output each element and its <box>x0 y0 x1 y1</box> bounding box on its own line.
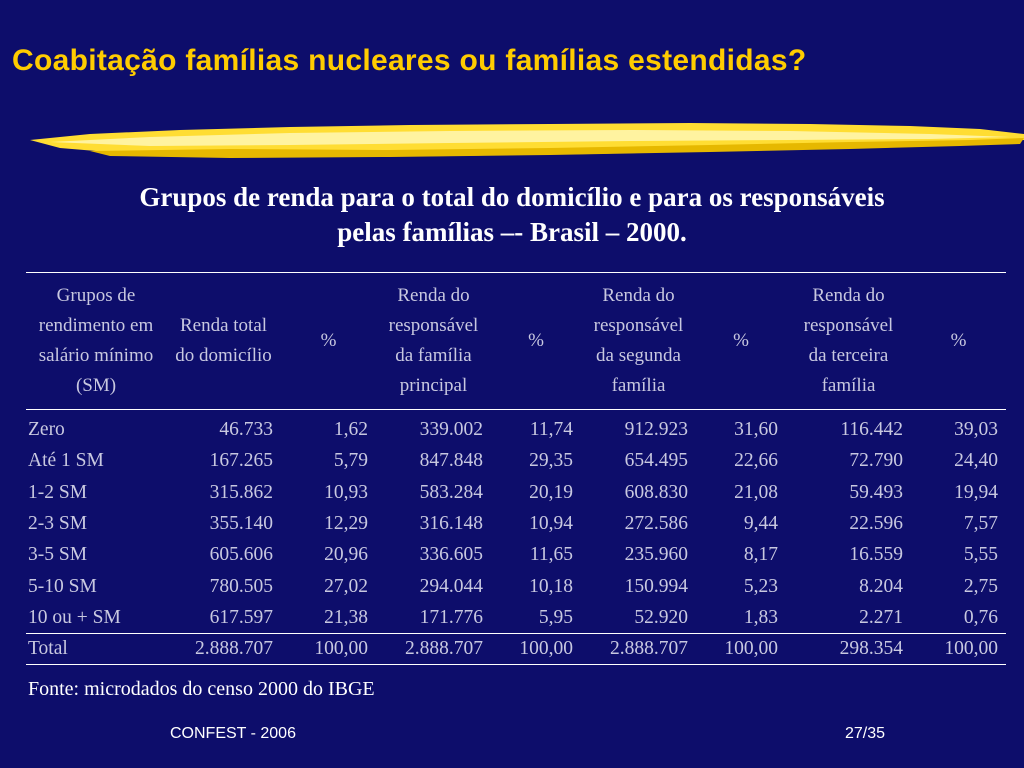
income-table <box>26 272 1006 665</box>
column-header <box>26 273 166 410</box>
income-table-container <box>26 272 1006 665</box>
total-cell: 100,00 <box>314 638 368 660</box>
column-header <box>696 273 786 410</box>
row-label: 5-10 SM <box>28 575 97 597</box>
table-row <box>26 410 1006 446</box>
table-cell: 912.923 <box>624 419 688 441</box>
column-header-line: % <box>528 330 544 351</box>
table-row <box>26 445 1006 476</box>
total-cell: 298.354 <box>839 638 903 660</box>
table-cell: 27,02 <box>324 575 368 597</box>
table-cell: 19,94 <box>954 481 998 503</box>
table-cell: 21,08 <box>734 481 778 503</box>
table-row <box>26 539 1006 570</box>
table-cell: 316.148 <box>419 513 483 535</box>
table-row <box>26 508 1006 539</box>
column-header-line: principal <box>399 375 468 396</box>
row-label: 3-5 SM <box>28 544 88 566</box>
table-cell: 22.596 <box>849 513 903 535</box>
table-cell: 608.830 <box>624 481 688 503</box>
table-cell: 583.284 <box>419 481 483 503</box>
table-cell: 22,66 <box>734 450 778 472</box>
table-cell: 8,17 <box>743 544 778 566</box>
table-cell: 272.586 <box>624 513 688 535</box>
column-header-line: % <box>733 330 749 351</box>
table-cell: 16.559 <box>849 544 903 566</box>
table-cell: 171.776 <box>419 606 483 628</box>
table-cell: 52.920 <box>634 606 688 628</box>
table-cell: 315.862 <box>209 481 273 503</box>
table-cell: 39,03 <box>954 419 998 441</box>
column-header <box>166 273 281 410</box>
page-number: 27/35 <box>845 725 886 742</box>
total-cell: 100,00 <box>944 638 998 660</box>
column-header <box>491 273 581 410</box>
table-cell: 150.994 <box>624 575 688 597</box>
table-cell: 780.505 <box>209 575 273 597</box>
column-header-line: Renda total <box>179 315 268 336</box>
table-cell: 11,65 <box>529 544 573 566</box>
column-header-line: Renda do <box>602 285 675 306</box>
table-row <box>26 602 1006 634</box>
slide-title: Coabitação famílias nucleares ou famílias estendidas? <box>12 44 807 77</box>
table-cell: 21,38 <box>324 606 368 628</box>
table-cell: 1,62 <box>333 419 368 441</box>
header-row <box>26 273 1006 410</box>
row-label: 2-3 SM <box>28 513 88 535</box>
table-cell: 46.733 <box>219 419 273 441</box>
column-header-line: responsável <box>388 315 479 336</box>
column-header-line: da segunda <box>596 345 681 366</box>
table-cell: 9,44 <box>743 513 778 535</box>
column-header-line: (SM) <box>75 375 117 396</box>
column-header-line: do domicílio <box>175 345 272 366</box>
table-cell: 654.495 <box>624 450 688 472</box>
table-cell: 5,23 <box>743 575 778 597</box>
table-cell: 20,19 <box>529 481 573 503</box>
source-note: Fonte: microdados do censo 2000 do IBGE <box>28 678 375 700</box>
total-cell: 100,00 <box>724 638 778 660</box>
table-cell: 294.044 <box>419 575 483 597</box>
column-header-line: % <box>320 330 337 351</box>
table-cell: 10,93 <box>324 481 368 503</box>
column-header-line: Renda do <box>812 285 885 306</box>
table-cell: 336.605 <box>419 544 483 566</box>
column-header-line: da família <box>395 345 472 366</box>
table-cell: 11,74 <box>529 419 573 441</box>
table-cell: 8.204 <box>859 575 903 597</box>
row-label: 1-2 SM <box>28 481 88 503</box>
table-cell: 167.265 <box>209 450 273 472</box>
table-cell: 2.271 <box>859 606 903 628</box>
table-cell: 31,60 <box>734 419 778 441</box>
yellow-brush-stroke <box>30 118 1024 164</box>
table-cell: 24,40 <box>954 450 998 472</box>
total-cell: 2.888.707 <box>195 638 273 660</box>
column-header-line: Grupos de <box>56 285 136 306</box>
caption-line-1: Grupos de renda para o total do domicílio e para os responsáveis <box>139 182 885 212</box>
total-label: Total <box>28 638 68 660</box>
table-cell: 10,94 <box>529 513 573 535</box>
table-cell: 5,55 <box>963 544 998 566</box>
table-cell: 0,76 <box>963 606 998 628</box>
total-cell: 2.888.707 <box>610 638 688 660</box>
column-header <box>911 273 1006 410</box>
table-cell: 339.002 <box>419 419 483 441</box>
table-cell: 617.597 <box>209 606 273 628</box>
table-body <box>26 410 1006 634</box>
table-cell: 5,79 <box>333 450 368 472</box>
table-row <box>26 477 1006 508</box>
column-header-line: da terceira <box>808 345 889 366</box>
table-cell: 20,96 <box>324 544 368 566</box>
table-cell: 29,35 <box>529 450 573 472</box>
column-header <box>786 273 911 410</box>
row-label: 10 ou + SM <box>28 606 121 628</box>
table-cell: 355.140 <box>209 513 273 535</box>
column-header-line: Renda do <box>397 285 470 306</box>
footer-conference: CONFEST - 2006 <box>170 725 296 742</box>
table-cell: 5,95 <box>538 606 573 628</box>
table-cell: 59.493 <box>849 481 903 503</box>
column-header-line: rendimento em <box>38 315 154 336</box>
column-header-line: responsável <box>593 315 684 336</box>
table-cell: 116.442 <box>840 419 903 441</box>
column-header <box>281 273 376 410</box>
table-cell: 72.790 <box>849 450 903 472</box>
table-row <box>26 570 1006 601</box>
column-header-line: % <box>950 330 967 351</box>
column-header-line: responsável <box>803 315 894 336</box>
row-label: Até 1 SM <box>28 450 104 472</box>
table-cell: 2,75 <box>963 575 998 597</box>
table-caption <box>20 180 1004 250</box>
row-label: Zero <box>28 419 65 441</box>
column-header-line: salário mínimo <box>38 345 154 366</box>
column-header-line: família <box>611 375 666 396</box>
total-cell: 100,00 <box>519 638 573 660</box>
column-header <box>376 273 491 410</box>
table-cell: 10,18 <box>529 575 573 597</box>
table-cell: 847.848 <box>419 450 483 472</box>
column-header <box>581 273 696 410</box>
table-cell: 1,83 <box>743 606 778 628</box>
table-cell: 7,57 <box>963 513 998 535</box>
caption-line-2: pelas famílias –- Brasil – 2000. <box>337 217 687 247</box>
total-row <box>26 634 1006 665</box>
table-cell: 605.606 <box>209 544 273 566</box>
column-header-line: família <box>821 375 876 396</box>
table-cell: 235.960 <box>624 544 688 566</box>
table-cell: 12,29 <box>324 513 368 535</box>
total-cell: 2.888.707 <box>405 638 483 660</box>
